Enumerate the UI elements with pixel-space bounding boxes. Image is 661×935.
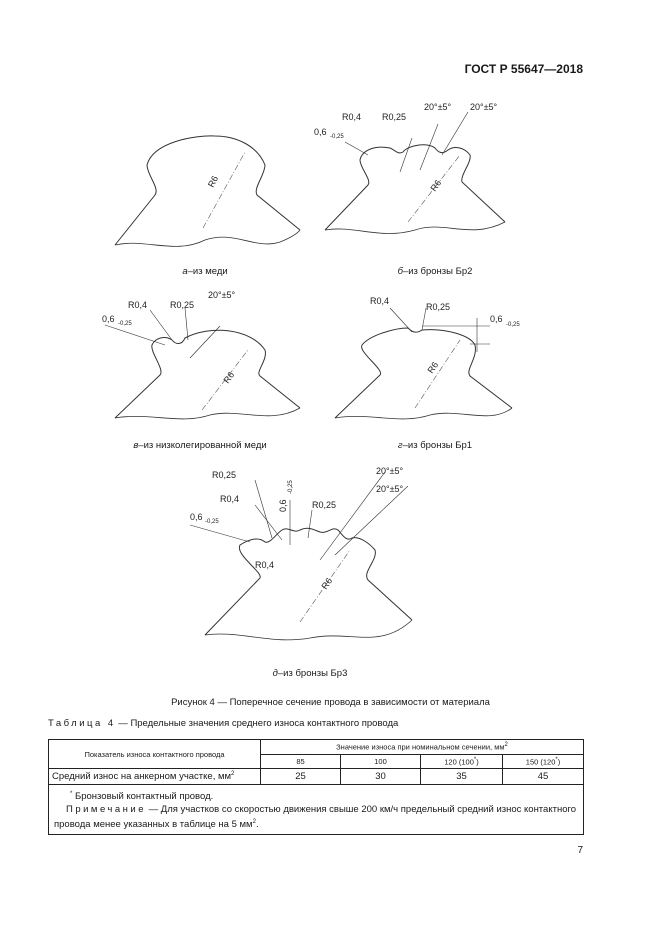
row-value-150: 45 [503,769,584,785]
figure-v-r6-label: R6 [221,369,237,386]
section-100: 100 [341,754,421,769]
figure-b-dim-label: 0,6 [314,127,327,137]
figure-g-bronze-br1 [330,290,530,430]
header-value-group: Значение износа при номинальном сечении, $мм^2$ [261,740,584,755]
figure-g-tolerance-label: -0,25 [506,322,520,328]
figure-g-dim-label: 0,6 [490,314,503,324]
figure-a-caption: а–из меди [182,266,228,277]
figure-g-r04-label: R0,4 [370,296,390,306]
figure-caption: Рисунок 4 — Поперечное сечение провода в зависимости от материала [171,697,490,708]
row-value-85: 25 [261,769,341,785]
figure-d-r025b-label: R0,25 [312,500,337,510]
figure-d-r04b-label: R0,4 [255,560,275,570]
table-note: Примечание — Для участков со скоростью движения свыше 200 км/ч предельный средний износ контактного провода менее указанных в таблице на 5 $мм^2$. [54,804,577,831]
figure-v-tolerance-label: -0,25 [118,321,132,327]
figure-b-bronze-br2 [314,100,520,250]
figure-d-tolerance-vertical-label: -0,25 [288,480,294,494]
figure-d-bronze-br3 [190,460,430,660]
figure-d-dim-vertical-label: 0,6 [278,499,288,512]
section-120: 120 (100*) [421,754,503,769]
figure-v-low-alloy-copper [102,290,310,430]
figure-b-r025-label: R0,25 [382,112,407,122]
table-notes [49,785,584,835]
section-85: 85 [261,754,341,769]
figure-d-angle1-label: 20°±5° [376,466,404,476]
figure-v-angle-label: 20°±5° [208,290,236,300]
figure-v-r025-label: R0,25 [170,300,195,310]
figure-g-drawing [330,290,530,430]
figure-d-r025a-label: R0,25 [212,470,237,480]
figure-v-caption: в–из низколегированной меди [133,440,267,451]
figure-a-drawing [105,130,305,250]
figure-a-r6-label: R6 [205,174,221,189]
figure-g-r6-label: R6 [425,359,441,376]
figure-d-r6-label: R6 [319,575,335,592]
figure-a-copper [105,130,305,250]
table-notes-row [49,785,584,835]
row-value-120: 35 [421,769,503,785]
header-indicator: Показатель износа контактного провода [49,740,261,769]
figure-v-drawing [102,290,310,430]
figure-v-dim-label: 0,6 [102,314,115,324]
figure-d-r04a-label: R0,4 [220,494,240,504]
table-row [49,769,584,785]
page-number: 7 [577,845,583,856]
figure-b-r04-label: R0,4 [342,112,362,122]
figure-b-angle2-label: 20°±5° [470,102,498,112]
figure-b-angle1-label: 20°±5° [424,102,452,112]
figure-b-drawing [314,100,520,250]
figure-d-tolerance-label: -0,25 [205,519,219,525]
row-label: Средний износ на анкерном участке, $мм^2$ [49,769,261,785]
document-header: ГОСТ Р 55647—2018 [464,62,583,76]
wear-limits-table [48,739,584,835]
figure-b-caption: б–из бронзы Бр2 [397,266,473,277]
table-caption: Таблица 4 — Предельные значения среднего износа контактного провода [48,718,399,729]
table-footnote: * Бронзовый контактный провод. [70,791,214,803]
figure-g-r025-label: R0,25 [426,302,451,312]
section-150: 150 (120*) [503,754,584,769]
figure-v-r04-label: R0,4 [128,300,148,310]
figure-d-dim-label: 0,6 [190,512,203,522]
table-header-row [49,740,584,755]
row-value-100: 30 [341,769,421,785]
figure-d-caption: д–из бронзы Бр3 [272,668,348,679]
figure-g-caption: г–из бронзы Бр1 [397,440,473,451]
figure-d-angle2-label: 20°±5° [376,484,404,494]
figure-d-drawing [190,460,430,660]
figure-b-r6-label: R6 [428,177,444,194]
figure-b-tolerance-label: -0,25 [330,134,344,140]
